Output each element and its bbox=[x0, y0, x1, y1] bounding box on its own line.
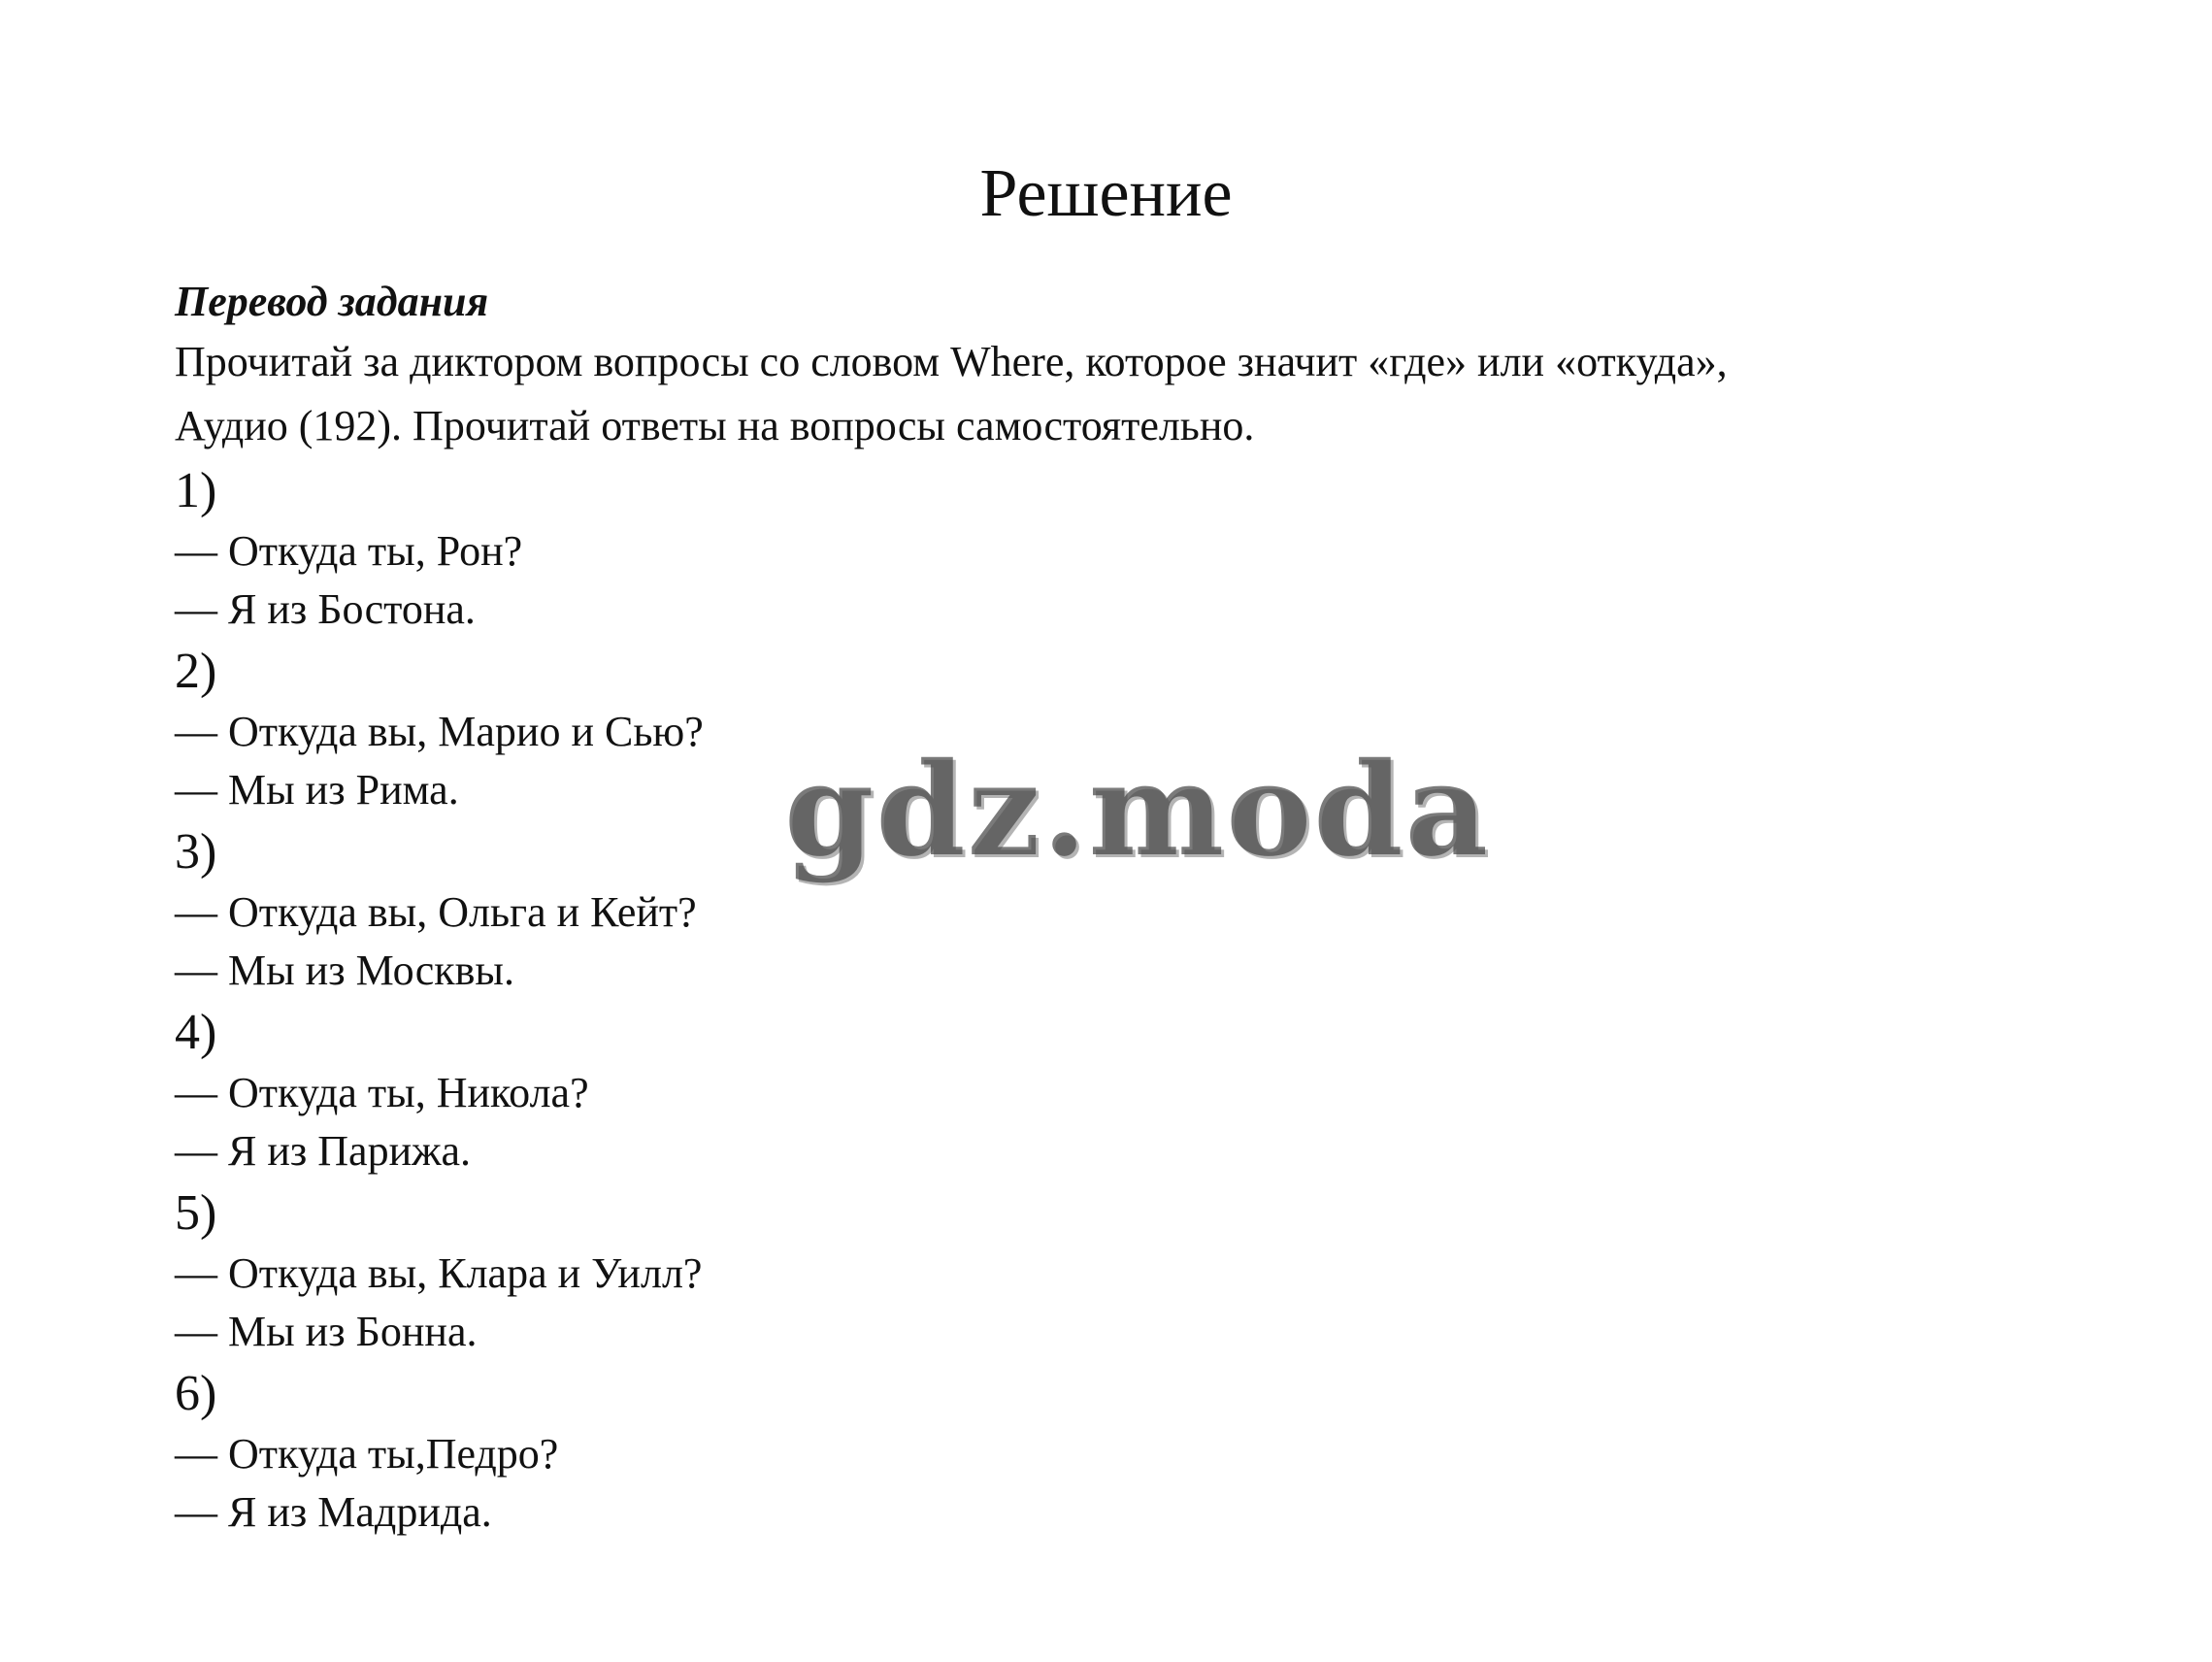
dialog-5 bbox=[175, 1182, 2067, 1361]
dialog-answer: — Мы из Бонна. bbox=[175, 1308, 478, 1355]
dialog-question: — Откуда ты, Рон? bbox=[175, 527, 523, 575]
dialog-answer: — Мы из Рима. bbox=[175, 766, 459, 814]
intro-line-1: Прочитай за диктором вопросы со словом Where, которое значит «где» или «откуда», bbox=[175, 338, 1728, 385]
dialog-question: — Откуда ты, Никола? bbox=[175, 1069, 589, 1116]
dialog-1 bbox=[175, 460, 2067, 639]
dialog-4 bbox=[175, 1002, 2067, 1180]
dialog-answer: — Мы из Москвы. bbox=[175, 947, 514, 994]
document-content bbox=[175, 274, 2067, 1542]
dialog-number: 5) bbox=[175, 1185, 217, 1241]
dialog-question: — Откуда вы, Клара и Уилл? bbox=[175, 1249, 703, 1297]
dialog-number: 3) bbox=[175, 824, 217, 880]
dialog-number: 4) bbox=[175, 1005, 217, 1060]
intro-line-2: Аудио (192). Прочитай ответы на вопросы самостоятельно. bbox=[175, 402, 1255, 449]
dialog-question: — Откуда вы, Ольга и Кейт? bbox=[175, 888, 697, 936]
dialog-question: — Откуда ты,Педро? bbox=[175, 1430, 559, 1478]
dialog-answer: — Я из Бостона. bbox=[175, 585, 476, 633]
dialog-number: 6) bbox=[175, 1366, 217, 1421]
page-title: Решение bbox=[979, 156, 1233, 231]
section-subtitle: Перевод задания bbox=[175, 278, 489, 325]
dialog-answer: — Я из Парижа. bbox=[175, 1127, 472, 1175]
watermark-logo: gdz.moda bbox=[784, 735, 1491, 885]
dialog-number: 2) bbox=[175, 644, 217, 699]
dialog-6 bbox=[175, 1363, 2067, 1542]
dialog-number: 1) bbox=[175, 463, 217, 518]
dialog-question: — Откуда вы, Марио и Сью? bbox=[175, 708, 704, 755]
dialog-answer: — Я из Мадрида. bbox=[175, 1488, 492, 1536]
